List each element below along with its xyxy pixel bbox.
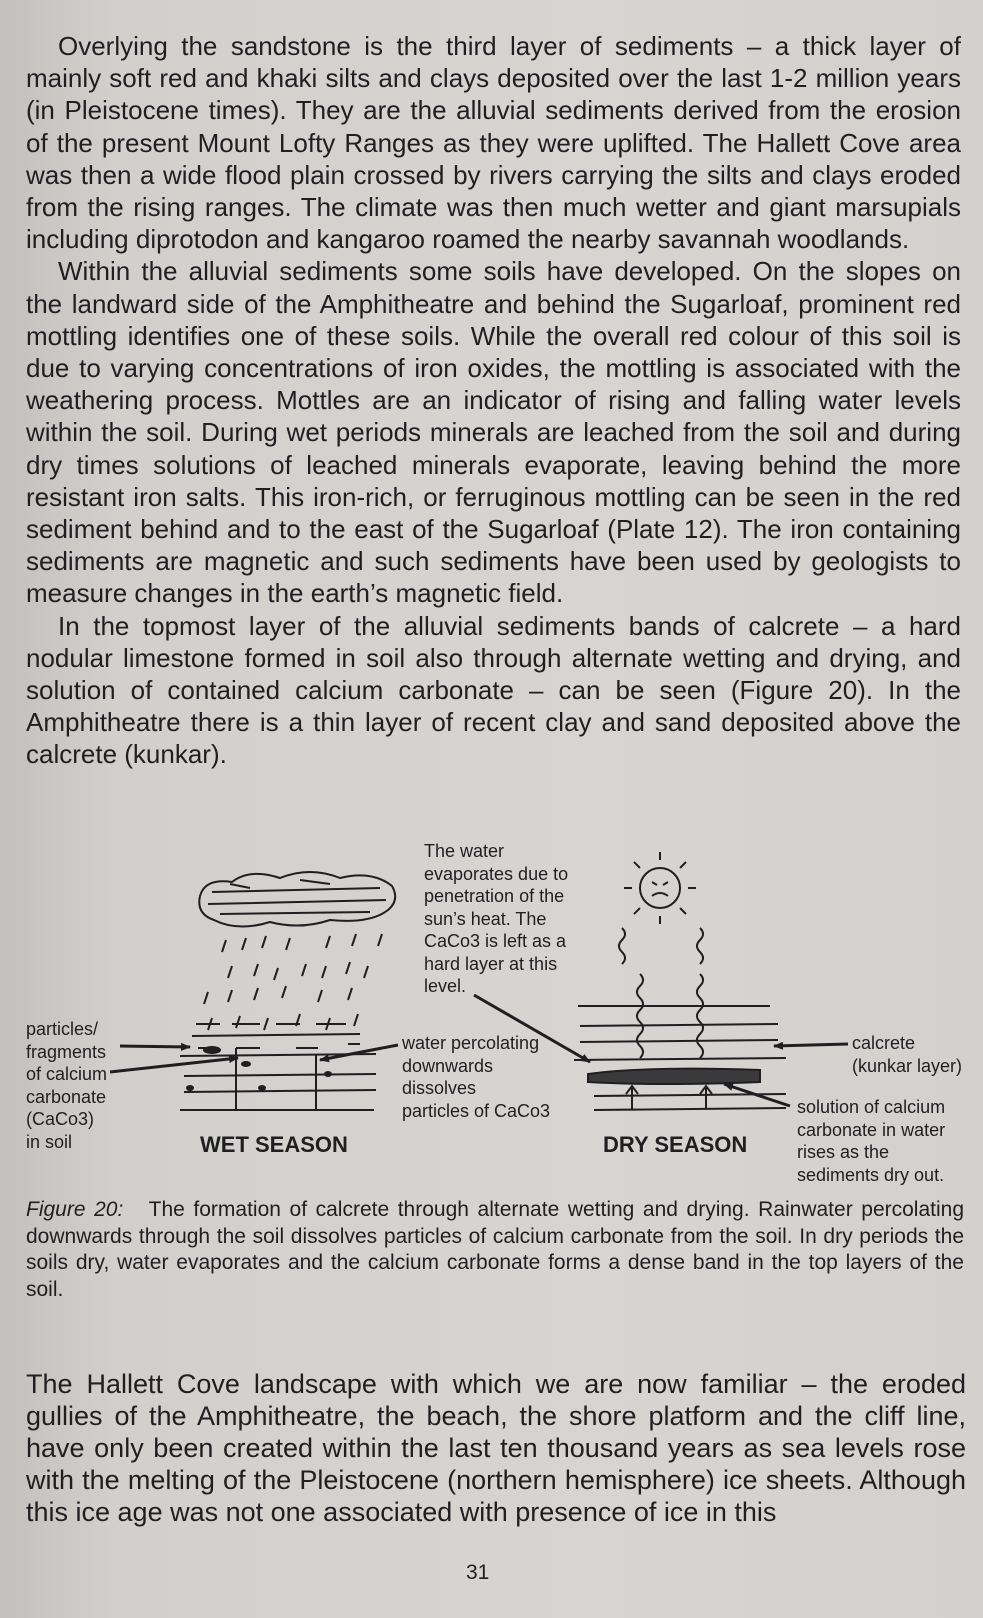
paragraph-sediments: Overlying the sandstone is the third layer of sediments – a thick layer of mainly soft red and khaki silts and clays deposited over the last 1-2 million years (in Pleistocene times). They are the alluvial sediments derived from the erosion of the present Mount Lofty Ranges as they were uplifted. The Hallett Cove area was then a wide flood plain crossed by rivers carrying the silts and clays eroded from the rising ranges. The climate was then much wetter and giant marsupials including diprotodon and kangaroo roamed the nearby savannah woodlands.: [26, 31, 961, 255]
figure-number: Figure 20:: [26, 1198, 124, 1221]
page-number: 31: [466, 1561, 490, 1584]
wet-season-label: WET SEASON: [200, 1132, 348, 1157]
cloud-icon: [199, 872, 395, 927]
caption-text: The formation of calcrete through alternate wetting and drying. Rainwater percolating downwards through the soil dissolves particles of calcium carbonate from the soil. In dry periods the soils dry, water evaporates and the calcium carbonate forms a dense band in the top layers of the soil.: [26, 1198, 964, 1301]
label-percolating: water percolating downwards dissolves particles of CaCo3: [402, 1033, 551, 1121]
wet-soil-layers: [180, 1024, 376, 1110]
sun-icon: [624, 852, 696, 924]
evaporation-lines: [619, 928, 703, 1058]
label-evaporates: The water evaporates due to penetration of the sun’s heat. The CaCo3 is left as a hard layer at this level.: [424, 841, 569, 996]
paragraph-soils: Within the alluvial sediments some soils have developed. On the slopes on the landward side of the Amphitheatre and behind the Sugarloaf, prominent red mottling identifies one of these soils. While the overall red colour of this soil is due to varying concentrations of iron oxides, the mottling is associated with the weathering process. Mottles are an indicator of rising and falling water levels within the soil. During wet periods minerals are leached from the soil and during dry times solutions of leached minerals evaporate, leaving behind the more resistant iron salts. This iron-rich, or ferruginous mottling can be seen in the red sediment behind and to the east of the Sugarloaf (Plate 12). The iron containing sediments are magnetic and such sediments have been used by geologists to measure changes in the earth’s magnetic field.: [26, 256, 961, 609]
body-text: [26, 30, 961, 771]
paragraph-calcrete: In the topmost layer of the alluvial sediments bands of calcrete – a hard nodular limestone formed in soil also through alternate wetting and drying, and solution of contained calcium carbonate – can be seen (Figure 20). In the Amphitheatre there is a thin layer of recent clay and sand deposited above the calcrete (kunkar).: [26, 610, 961, 770]
dry-season-label: DRY SEASON: [603, 1132, 748, 1157]
rain-icon: [204, 934, 382, 1030]
label-solution: solution of calcium carbonate in water rises as the sediments dry out.: [797, 1097, 946, 1185]
figure-20: [0, 841, 983, 1188]
label-calcrete: calcrete (kunkar layer): [852, 1033, 963, 1076]
figure-caption: [26, 1197, 964, 1303]
closing-paragraph: The Hallett Cove landscape with which we are now familiar – the eroded gullies of the Amphitheatre, the beach, the shore platform and the cliff line, have only been created within the last ten thousand years as sea levels rose with the melting of the Pleistocene (northern hemisphere) ice sheets. Although this ice age was not one associated with presence of ice in this: [26, 1369, 966, 1527]
label-particles: particles/ fragments of calcium carbonate (CaCo3) in soil: [26, 1019, 108, 1152]
